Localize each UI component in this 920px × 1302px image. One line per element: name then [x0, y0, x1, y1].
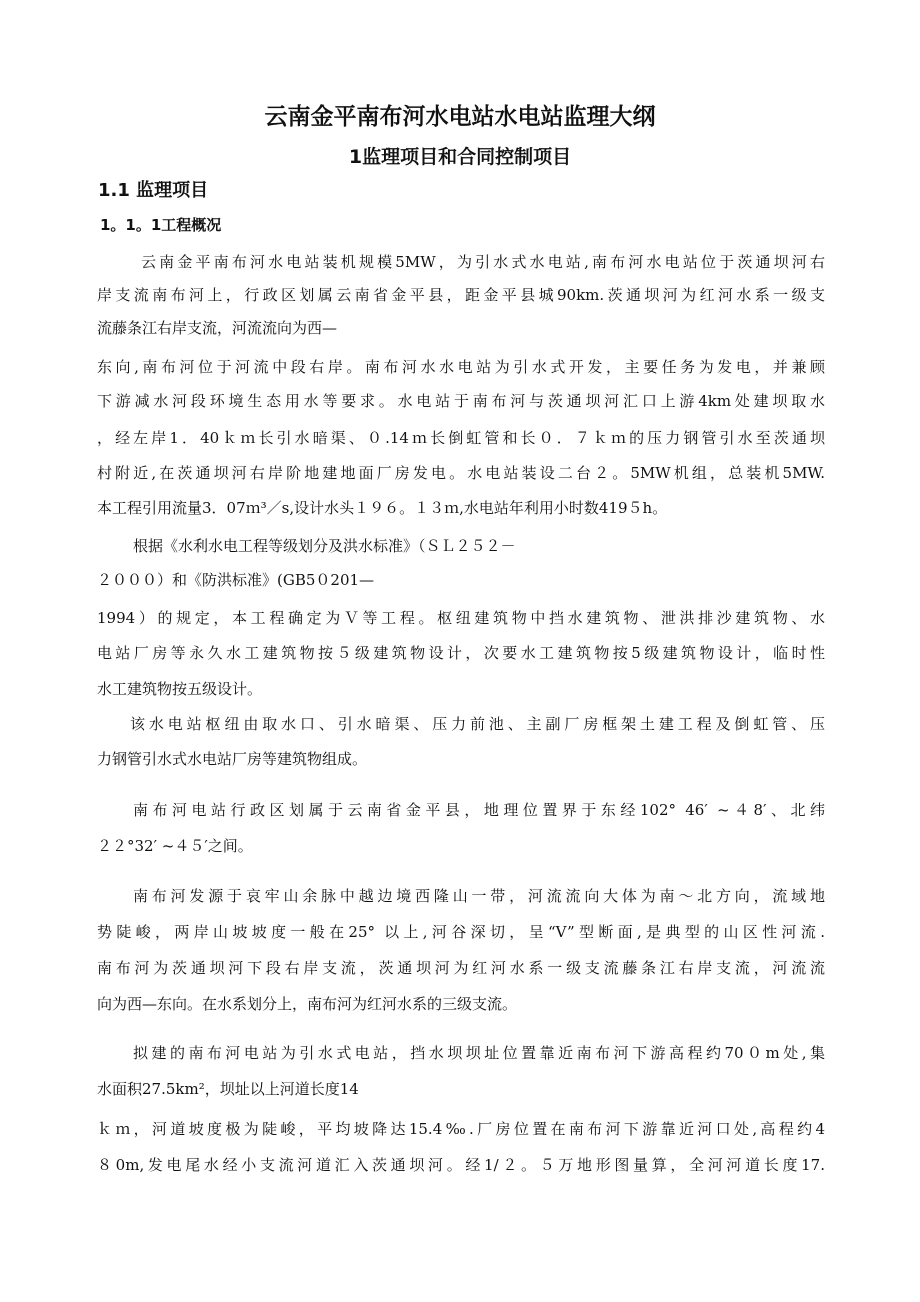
subsection-heading: 1。1。1工程概况 — [100, 216, 222, 234]
text-line: 下游减水河段环境生态用水等要求。水电站于南布河与茨通坝河汇口上游4km处建坝取水 — [97, 392, 825, 410]
document-title: 云南金平南布河水电站水电站监理大纲 — [264, 104, 656, 130]
text-line: ２２°32′ ~４５′之间。 — [97, 837, 253, 855]
text-line: 云南金平南布河水电站装机规模5MW，为引水式水电站,南布河水电站位于茨通坝河右 — [141, 253, 825, 271]
text-line: ，经左岸1．40ｋｍ长引水暗渠、０.14ｍ长倒虹管和长０．７ｋｍ的压力钢管引水至茨通坝 — [97, 429, 825, 447]
text-line: 村附近,在茨通坝河右岸阶地建地面厂房发电。水电站装设二台２。5MW机组，总装机5MW. — [97, 464, 825, 482]
text-line: 水工建筑物按五级设计。 — [97, 680, 263, 698]
document-subtitle: 1监理项目和合同控制项目 — [348, 146, 572, 168]
text-line: 南布河为茨通坝河下段右岸支流，茨通坝河为红河水系一级支流藤条江右岸支流，河流流 — [97, 959, 825, 977]
text-line: 该水电站枢纽由取水口、引水暗渠、压力前池、主副厂房框架土建工程及倒虹管、压 — [130, 715, 825, 733]
text-line: 东向,南布河位于河流中段右岸。南布河水水电站为引水式开发，主要任务为发电，并兼顾 — [97, 358, 825, 376]
text-line: 岸支流南布河上，行政区划属云南省金平县，距金平县城90km.茨通坝河为红河水系一级支 — [97, 286, 825, 304]
text-line: 南布河电站行政区划属于云南省金平县，地理位置界于东经102° 46′ ~４8′、北纬 — [133, 801, 825, 819]
text-line: 力钢管引水式水电站厂房等建筑物组成。 — [97, 750, 368, 768]
text-line: 流藤条江右岸支流，河流流向为西— — [97, 319, 338, 337]
text-line: 水面积27.5km²，坝址以上河道长度14 — [97, 1080, 359, 1098]
text-line: ｋｍ，河道坡度极为陡峻，平均坡降达15.4‰.厂房位置在南布河下游靠近河口处,高程约4 — [97, 1120, 825, 1138]
text-line: ２０００）和《防洪标准》(GB5０201— — [97, 571, 375, 589]
text-line: 南布河发源于哀牢山余脉中越边境西隆山一带，河流流向大体为南～北方向，流域地 — [133, 887, 825, 905]
text-line: 势陡峻，两岸山坡坡度一般在25° 以上,河谷深切，呈“V”型断面,是典型的山区性河流. — [97, 923, 825, 941]
text-line: 根据《水利水电工程等级划分及洪水标准》（ＳＬ２５２－ — [133, 537, 516, 555]
text-line: 拟建的南布河电站为引水式电站，挡水坝坝址位置靠近南布河下游高程约70０m处,集 — [133, 1044, 825, 1062]
text-line: 电站厂房等永久水工建筑物按５级建筑物设计，次要水工建筑物按5级建筑物设计，临时性 — [97, 644, 825, 662]
text-line: 1994）的规定，本工程确定为Ｖ等工程。枢纽建筑物中挡水建筑物、泄洪排沙建筑物、水 — [97, 609, 825, 627]
text-line: 向为西—东向。在水系划分上，南布河为红河水系的三级支流。 — [97, 995, 518, 1013]
section-heading: 1.1 监理项目 — [98, 180, 209, 201]
text-line: ８0m,发电尾水经小支流河道汇入茨通坝河。经1/２。５万地形图量算，全河河道长度17. — [97, 1156, 825, 1174]
text-line: 本工程引用流量3．07ｍ³／s,设计水头１９６。１３ｍ,水电站年利用小时数419５h。 — [97, 499, 668, 517]
